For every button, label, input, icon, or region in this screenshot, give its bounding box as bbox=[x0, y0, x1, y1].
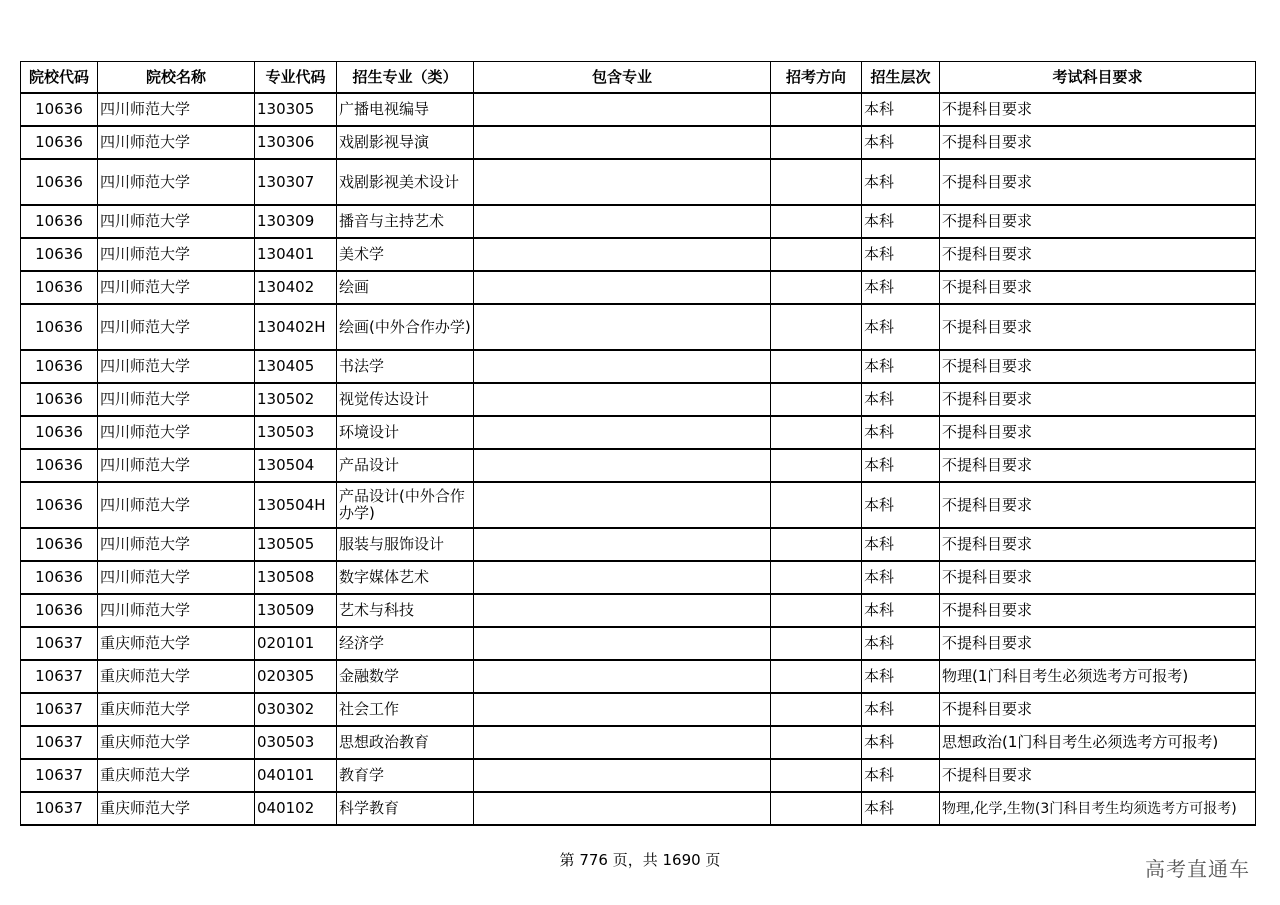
cell-major: 金融数学 bbox=[337, 660, 474, 693]
cell-level: 本科 bbox=[862, 238, 940, 271]
cell-major: 播音与主持艺术 bbox=[337, 205, 474, 238]
cell-subject-requirement: 不提科目要求 bbox=[940, 759, 1256, 792]
cell-included-majors bbox=[474, 792, 771, 825]
cell-school-code: 10636 bbox=[21, 416, 98, 449]
cell-major: 视觉传达设计 bbox=[337, 383, 474, 416]
cell-direction bbox=[771, 449, 862, 482]
cell-major-code: 130505 bbox=[255, 528, 337, 561]
cell-major-code: 040102 bbox=[255, 792, 337, 825]
cell-included-majors bbox=[474, 383, 771, 416]
cell-included-majors bbox=[474, 93, 771, 126]
table-row bbox=[21, 594, 1256, 627]
table-row bbox=[21, 159, 1256, 205]
cell-subject-requirement: 不提科目要求 bbox=[940, 271, 1256, 304]
cell-school-name: 四川师范大学 bbox=[98, 449, 255, 482]
cell-major: 思想政治教育 bbox=[337, 726, 474, 759]
cell-major: 绘画(中外合作办学) bbox=[337, 304, 474, 350]
cell-direction bbox=[771, 693, 862, 726]
cell-school-name: 四川师范大学 bbox=[98, 93, 255, 126]
cell-school-code: 10636 bbox=[21, 159, 98, 205]
cell-major: 数字媒体艺术 bbox=[337, 561, 474, 594]
cell-school-name: 四川师范大学 bbox=[98, 350, 255, 383]
cell-major: 产品设计(中外合作办学) bbox=[337, 482, 474, 528]
cell-subject-requirement: 不提科目要求 bbox=[940, 482, 1256, 528]
cell-level: 本科 bbox=[862, 304, 940, 350]
cell-school-name: 四川师范大学 bbox=[98, 383, 255, 416]
cell-included-majors bbox=[474, 238, 771, 271]
cell-included-majors bbox=[474, 159, 771, 205]
cell-school-code: 10637 bbox=[21, 759, 98, 792]
cell-included-majors bbox=[474, 449, 771, 482]
cell-school-name: 重庆师范大学 bbox=[98, 792, 255, 825]
cell-subject-requirement: 不提科目要求 bbox=[940, 594, 1256, 627]
cell-major-code: 130401 bbox=[255, 238, 337, 271]
cell-direction bbox=[771, 304, 862, 350]
cell-major-code: 130402H bbox=[255, 304, 337, 350]
cell-major-code: 040101 bbox=[255, 759, 337, 792]
cell-subject-requirement: 不提科目要求 bbox=[940, 126, 1256, 159]
cell-level: 本科 bbox=[862, 594, 940, 627]
cell-included-majors bbox=[474, 205, 771, 238]
cell-subject-requirement: 不提科目要求 bbox=[940, 93, 1256, 126]
cell-subject-requirement: 不提科目要求 bbox=[940, 304, 1256, 350]
header-school-name: 院校名称 bbox=[98, 62, 255, 94]
cell-direction bbox=[771, 792, 862, 825]
cell-included-majors bbox=[474, 482, 771, 528]
cell-included-majors bbox=[474, 627, 771, 660]
cell-school-name: 四川师范大学 bbox=[98, 594, 255, 627]
header-included-majors: 包含专业 bbox=[474, 62, 771, 94]
cell-level: 本科 bbox=[862, 660, 940, 693]
cell-major: 产品设计 bbox=[337, 449, 474, 482]
cell-school-name: 四川师范大学 bbox=[98, 205, 255, 238]
cell-level: 本科 bbox=[862, 271, 940, 304]
cell-included-majors bbox=[474, 304, 771, 350]
header-major: 招生专业（类） bbox=[337, 62, 474, 94]
cell-school-code: 10636 bbox=[21, 350, 98, 383]
cell-school-name: 四川师范大学 bbox=[98, 304, 255, 350]
cell-level: 本科 bbox=[862, 93, 940, 126]
cell-major: 书法学 bbox=[337, 350, 474, 383]
cell-direction bbox=[771, 561, 862, 594]
cell-level: 本科 bbox=[862, 726, 940, 759]
cell-school-code: 10636 bbox=[21, 528, 98, 561]
cell-direction bbox=[771, 159, 862, 205]
table-row bbox=[21, 482, 1256, 528]
table-row bbox=[21, 205, 1256, 238]
cell-direction bbox=[771, 205, 862, 238]
table-row bbox=[21, 126, 1256, 159]
header-direction: 招考方向 bbox=[771, 62, 862, 94]
table-row bbox=[21, 627, 1256, 660]
cell-included-majors bbox=[474, 693, 771, 726]
cell-included-majors bbox=[474, 726, 771, 759]
cell-school-code: 10636 bbox=[21, 205, 98, 238]
cell-direction bbox=[771, 528, 862, 561]
cell-level: 本科 bbox=[862, 126, 940, 159]
table-row bbox=[21, 416, 1256, 449]
cell-school-name: 四川师范大学 bbox=[98, 416, 255, 449]
cell-major-code: 130504H bbox=[255, 482, 337, 528]
cell-subject-requirement: 不提科目要求 bbox=[940, 238, 1256, 271]
cell-school-code: 10636 bbox=[21, 238, 98, 271]
cell-school-name: 四川师范大学 bbox=[98, 561, 255, 594]
cell-school-name: 重庆师范大学 bbox=[98, 759, 255, 792]
cell-included-majors bbox=[474, 759, 771, 792]
cell-direction bbox=[771, 416, 862, 449]
cell-major-code: 130502 bbox=[255, 383, 337, 416]
cell-level: 本科 bbox=[862, 627, 940, 660]
cell-major-code: 130509 bbox=[255, 594, 337, 627]
table-row bbox=[21, 792, 1256, 825]
cell-included-majors bbox=[474, 126, 771, 159]
cell-major-code: 130309 bbox=[255, 205, 337, 238]
table-row bbox=[21, 726, 1256, 759]
cell-major-code: 130508 bbox=[255, 561, 337, 594]
page-number: 第 776 页，共 1690 页 bbox=[559, 851, 721, 869]
cell-level: 本科 bbox=[862, 383, 940, 416]
cell-level: 本科 bbox=[862, 350, 940, 383]
cell-major-code: 030503 bbox=[255, 726, 337, 759]
table-row bbox=[21, 271, 1256, 304]
cell-direction bbox=[771, 726, 862, 759]
table-row bbox=[21, 561, 1256, 594]
table-row bbox=[21, 660, 1256, 693]
cell-major-code: 130306 bbox=[255, 126, 337, 159]
cell-major: 科学教育 bbox=[337, 792, 474, 825]
cell-subject-requirement: 不提科目要求 bbox=[940, 528, 1256, 561]
cell-school-code: 10637 bbox=[21, 627, 98, 660]
cell-school-name: 四川师范大学 bbox=[98, 238, 255, 271]
cell-direction bbox=[771, 627, 862, 660]
cell-school-name: 四川师范大学 bbox=[98, 159, 255, 205]
table-header-row bbox=[21, 62, 1256, 94]
cell-major: 环境设计 bbox=[337, 416, 474, 449]
cell-school-code: 10636 bbox=[21, 449, 98, 482]
cell-direction bbox=[771, 594, 862, 627]
cell-direction bbox=[771, 660, 862, 693]
cell-subject-requirement: 不提科目要求 bbox=[940, 350, 1256, 383]
cell-level: 本科 bbox=[862, 792, 940, 825]
cell-school-code: 10637 bbox=[21, 726, 98, 759]
cell-major: 服装与服饰设计 bbox=[337, 528, 474, 561]
cell-level: 本科 bbox=[862, 205, 940, 238]
header-school-code: 院校代码 bbox=[21, 62, 98, 94]
cell-major: 社会工作 bbox=[337, 693, 474, 726]
cell-included-majors bbox=[474, 271, 771, 304]
table-row bbox=[21, 449, 1256, 482]
cell-level: 本科 bbox=[862, 159, 940, 205]
cell-direction bbox=[771, 93, 862, 126]
cell-major-code: 130503 bbox=[255, 416, 337, 449]
cell-major: 经济学 bbox=[337, 627, 474, 660]
cell-direction bbox=[771, 383, 862, 416]
enrollment-table bbox=[20, 61, 1256, 826]
cell-direction bbox=[771, 126, 862, 159]
table-row bbox=[21, 693, 1256, 726]
cell-direction bbox=[771, 350, 862, 383]
cell-subject-requirement: 不提科目要求 bbox=[940, 416, 1256, 449]
cell-school-name: 重庆师范大学 bbox=[98, 693, 255, 726]
cell-major-code: 030302 bbox=[255, 693, 337, 726]
cell-school-code: 10636 bbox=[21, 304, 98, 350]
cell-school-name: 重庆师范大学 bbox=[98, 726, 255, 759]
cell-school-code: 10637 bbox=[21, 660, 98, 693]
cell-major: 戏剧影视美术设计 bbox=[337, 159, 474, 205]
cell-level: 本科 bbox=[862, 561, 940, 594]
cell-subject-requirement: 不提科目要求 bbox=[940, 159, 1256, 205]
cell-subject-requirement: 不提科目要求 bbox=[940, 449, 1256, 482]
cell-school-code: 10636 bbox=[21, 271, 98, 304]
cell-major-code: 020101 bbox=[255, 627, 337, 660]
cell-school-code: 10636 bbox=[21, 93, 98, 126]
cell-level: 本科 bbox=[862, 693, 940, 726]
cell-major-code: 020305 bbox=[255, 660, 337, 693]
table-row bbox=[21, 350, 1256, 383]
cell-school-name: 四川师范大学 bbox=[98, 482, 255, 528]
table-row bbox=[21, 528, 1256, 561]
cell-school-name: 重庆师范大学 bbox=[98, 660, 255, 693]
cell-level: 本科 bbox=[862, 449, 940, 482]
cell-major: 戏剧影视导演 bbox=[337, 126, 474, 159]
header-major-code: 专业代码 bbox=[255, 62, 337, 94]
cell-major-code: 130307 bbox=[255, 159, 337, 205]
cell-major: 艺术与科技 bbox=[337, 594, 474, 627]
table-row bbox=[21, 93, 1256, 126]
cell-school-code: 10637 bbox=[21, 792, 98, 825]
table-row bbox=[21, 238, 1256, 271]
cell-school-name: 四川师范大学 bbox=[98, 528, 255, 561]
table-row bbox=[21, 759, 1256, 792]
cell-subject-requirement: 不提科目要求 bbox=[940, 383, 1256, 416]
cell-included-majors bbox=[474, 350, 771, 383]
cell-major-code: 130504 bbox=[255, 449, 337, 482]
table-row bbox=[21, 383, 1256, 416]
table-body bbox=[21, 93, 1256, 825]
cell-included-majors bbox=[474, 561, 771, 594]
cell-school-code: 10636 bbox=[21, 561, 98, 594]
cell-direction bbox=[771, 482, 862, 528]
cell-major: 美术学 bbox=[337, 238, 474, 271]
cell-direction bbox=[771, 759, 862, 792]
header-subject-requirement: 考试科目要求 bbox=[940, 62, 1256, 94]
cell-subject-requirement: 不提科目要求 bbox=[940, 561, 1256, 594]
cell-direction bbox=[771, 238, 862, 271]
cell-school-code: 10636 bbox=[21, 126, 98, 159]
cell-direction bbox=[771, 271, 862, 304]
cell-school-code: 10637 bbox=[21, 693, 98, 726]
cell-included-majors bbox=[474, 594, 771, 627]
cell-major-code: 130405 bbox=[255, 350, 337, 383]
cell-included-majors bbox=[474, 528, 771, 561]
cell-subject-requirement: 物理,化学,生物(3门科目考生均须选考方可报考) bbox=[940, 792, 1256, 825]
cell-major-code: 130305 bbox=[255, 93, 337, 126]
cell-school-code: 10636 bbox=[21, 383, 98, 416]
cell-major: 广播电视编导 bbox=[337, 93, 474, 126]
cell-subject-requirement: 不提科目要求 bbox=[940, 205, 1256, 238]
cell-level: 本科 bbox=[862, 482, 940, 528]
cell-major: 教育学 bbox=[337, 759, 474, 792]
cell-subject-requirement: 不提科目要求 bbox=[940, 627, 1256, 660]
cell-school-name: 四川师范大学 bbox=[98, 271, 255, 304]
cell-major-code: 130402 bbox=[255, 271, 337, 304]
cell-level: 本科 bbox=[862, 416, 940, 449]
cell-included-majors bbox=[474, 416, 771, 449]
table-row bbox=[21, 304, 1256, 350]
cell-school-name: 重庆师范大学 bbox=[98, 627, 255, 660]
cell-subject-requirement: 物理(1门科目考生必须选考方可报考) bbox=[940, 660, 1256, 693]
cell-major: 绘画 bbox=[337, 271, 474, 304]
cell-level: 本科 bbox=[862, 759, 940, 792]
cell-subject-requirement: 不提科目要求 bbox=[940, 693, 1256, 726]
cell-school-code: 10636 bbox=[21, 482, 98, 528]
watermark-text: 高考直通车 bbox=[1145, 857, 1250, 881]
cell-school-name: 四川师范大学 bbox=[98, 126, 255, 159]
cell-level: 本科 bbox=[862, 528, 940, 561]
cell-subject-requirement: 思想政治(1门科目考生必须选考方可报考) bbox=[940, 726, 1256, 759]
cell-included-majors bbox=[474, 660, 771, 693]
cell-school-code: 10636 bbox=[21, 594, 98, 627]
header-level: 招生层次 bbox=[862, 62, 940, 94]
